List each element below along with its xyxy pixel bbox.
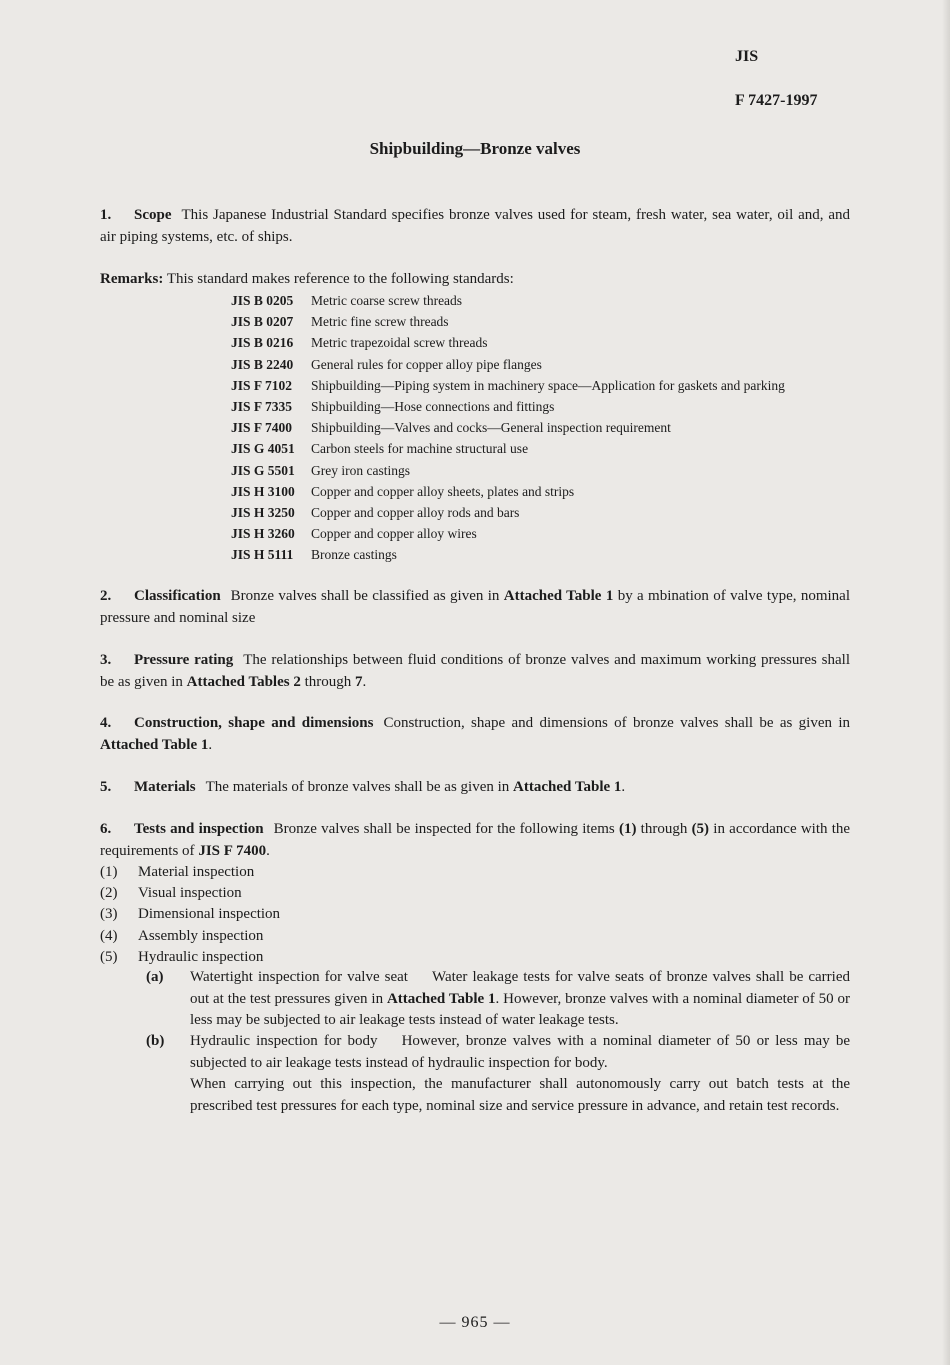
reference-code: JIS G 5501 — [231, 462, 295, 478]
remarks — [100, 268, 850, 290]
sub-item-lead: Hydraulic inspection for body — [190, 1033, 378, 1049]
section-heading: Tests and inspection — [134, 821, 264, 837]
standard-reference: JIS F 7400 — [198, 843, 267, 859]
section-heading: Classification — [134, 588, 221, 604]
section-text: Construction, shape and dimensions of bronze valves shall be as given in — [383, 715, 850, 731]
section-materials — [100, 776, 850, 798]
sub-item-a — [146, 967, 850, 1032]
reference-item — [231, 481, 785, 502]
reference-item — [231, 438, 785, 459]
remarks-text: This standard makes reference to the following standards: — [166, 271, 514, 287]
item-text: Material inspection — [138, 864, 255, 880]
reference-item — [231, 523, 785, 544]
reference-title: Shipbuilding—Valves and cocks—General inspection requirement — [311, 420, 671, 436]
reference-item — [231, 460, 785, 481]
sub-item-b — [146, 1031, 850, 1117]
reference-list — [231, 290, 785, 565]
section-tests — [100, 818, 850, 862]
table-reference: Attached Table 1 — [503, 588, 614, 604]
remarks-label: Remarks: — [100, 271, 164, 287]
section-text: The materials of bronze valves shall be as given in — [205, 779, 510, 795]
reference-title: Shipbuilding—Hose connections and fittings — [311, 398, 555, 414]
reference-title: Metric coarse screw threads — [311, 293, 463, 308]
reference-title: Metric trapezoidal screw threads — [311, 335, 488, 351]
section-number: 1. — [100, 207, 112, 223]
reference-title: Copper and copper alloy rods and bars — [311, 504, 520, 520]
section-text: by a mbination of valve type, nominal pressure and nominal size — [100, 588, 851, 626]
section-classification — [100, 585, 850, 629]
sub-item-lead: Watertight inspection for valve seat — [190, 969, 408, 985]
reference-item — [231, 311, 785, 332]
table-reference: Attached Tables 2 — [186, 674, 301, 690]
sub-item-text: Water leakage tests for valve seats of bronze valves shall be carried out at the test pressures given in — [190, 969, 851, 1007]
reference-title: Carbon steels for machine structural use — [311, 441, 529, 457]
item-number: (4) — [100, 928, 118, 944]
reference-code: JIS H 3250 — [231, 504, 295, 520]
section-text: through — [640, 821, 688, 837]
header-jis: JIS — [735, 48, 759, 65]
section-heading: Pressure rating — [134, 652, 234, 668]
reference-code: JIS H 3100 — [231, 483, 295, 499]
section-scope — [100, 204, 850, 248]
reference-title: Bronze castings — [311, 547, 397, 563]
item-number: (2) — [100, 885, 118, 901]
reference-item — [231, 502, 785, 523]
section-construction — [100, 712, 850, 756]
sub-item-text: However, bronze valves with a nominal diameter of 50 or less may be subjected to air leakage tests instead of hydraulic inspection for body. — [190, 1033, 850, 1071]
reference-item — [231, 332, 785, 353]
reference-code: JIS F 7400 — [231, 420, 293, 436]
section-pressure-rating — [100, 649, 850, 693]
inspection-item — [100, 926, 263, 948]
section-text: This Japanese Industrial Standard specifies bronze valves used for steam, fresh water, sea water, oil and, and air piping systems, etc. of ships. — [100, 207, 850, 245]
sub-item-text: . However, bronze valves with a nominal diameter of 50 or less may be subjected to air leakage tests instead of water leakage tests. — [190, 990, 851, 1028]
item-text: Hydraulic inspection — [138, 949, 264, 965]
item-number: (5) — [100, 949, 118, 965]
item-text: Assembly inspection — [138, 928, 264, 944]
section-heading: Scope — [134, 207, 172, 223]
table-reference: Attached Table 1 — [513, 779, 622, 795]
sub-item-text: When carrying out this inspection, the manufacturer shall autonomously carry out batch tests at the prescribed test pressures for each type, nominal size and service pressure in advance, and retain test records. — [190, 1076, 850, 1114]
section-number: 2. — [100, 588, 112, 604]
table-reference: 7 — [355, 674, 363, 690]
reference-title: Grey iron castings — [311, 462, 410, 478]
reference-title: Copper and copper alloy sheets, plates and strips — [311, 483, 575, 499]
reference-code: JIS F 7335 — [231, 398, 293, 414]
sub-item-label: (a) — [146, 969, 164, 985]
item-reference: (5) — [691, 821, 710, 837]
inspection-item — [100, 904, 280, 926]
inspection-item — [100, 862, 254, 884]
reference-title: Copper and copper alloy wires — [311, 526, 477, 542]
reference-title: Shipbuilding—Piping system in machinery space—Application for gaskets and parking — [311, 377, 785, 393]
item-text: Visual inspection — [138, 885, 242, 901]
item-text: Dimensional inspection — [138, 906, 281, 922]
reference-item — [231, 375, 785, 396]
section-number: 3. — [100, 652, 112, 668]
page-number: — 965 — — [439, 1314, 511, 1331]
sub-item-label: (b) — [146, 1033, 165, 1049]
section-text: through — [304, 674, 352, 690]
table-reference: Attached Table 1 — [386, 990, 496, 1007]
section-text: . — [266, 843, 270, 859]
reference-code: JIS H 3260 — [231, 526, 295, 542]
section-number: 6. — [100, 821, 112, 837]
section-text: in accordance with the requirements of — [100, 821, 851, 859]
reference-code: JIS B 0205 — [231, 293, 294, 308]
reference-code: JIS F 7102 — [231, 377, 293, 393]
section-number: 4. — [100, 715, 112, 731]
reference-code: JIS B 0216 — [231, 335, 294, 351]
reference-code: JIS B 0207 — [231, 314, 294, 330]
section-number: 5. — [100, 779, 112, 795]
item-number: (3) — [100, 906, 118, 922]
reference-title: General rules for copper alloy pipe flanges — [311, 356, 542, 372]
inspection-item — [100, 883, 242, 905]
item-reference: (1) — [618, 821, 637, 837]
reference-item — [231, 354, 785, 375]
section-heading: Materials — [134, 779, 196, 795]
reference-item — [231, 544, 785, 565]
inspection-item — [100, 947, 263, 969]
reference-item — [231, 396, 785, 417]
section-text: The relationships between fluid conditions of bronze valves and maximum working pressures shall be as given in — [100, 652, 851, 690]
section-heading: Construction, shape and dimensions — [134, 715, 374, 731]
reference-code: JIS G 4051 — [231, 441, 295, 457]
reference-code: JIS H 5111 — [231, 547, 294, 563]
section-text: . — [208, 737, 213, 753]
section-text: . — [362, 674, 367, 690]
reference-code: JIS B 2240 — [231, 356, 294, 372]
section-text: . — [621, 779, 626, 795]
section-text: Bronze valves shall be classified as given in — [230, 588, 500, 604]
section-text: Bronze valves shall be inspected for the following items — [273, 821, 615, 837]
reference-item — [231, 290, 785, 311]
page-edge-shadow — [942, 0, 950, 1365]
reference-item — [231, 417, 785, 438]
header-standard-number: F 7427-1997 — [735, 92, 818, 109]
item-number: (1) — [100, 864, 118, 880]
table-reference: Attached Table 1 — [100, 737, 209, 753]
document-title: Shipbuilding—Bronze valves — [369, 139, 581, 158]
reference-title: Metric fine screw threads — [311, 314, 449, 330]
